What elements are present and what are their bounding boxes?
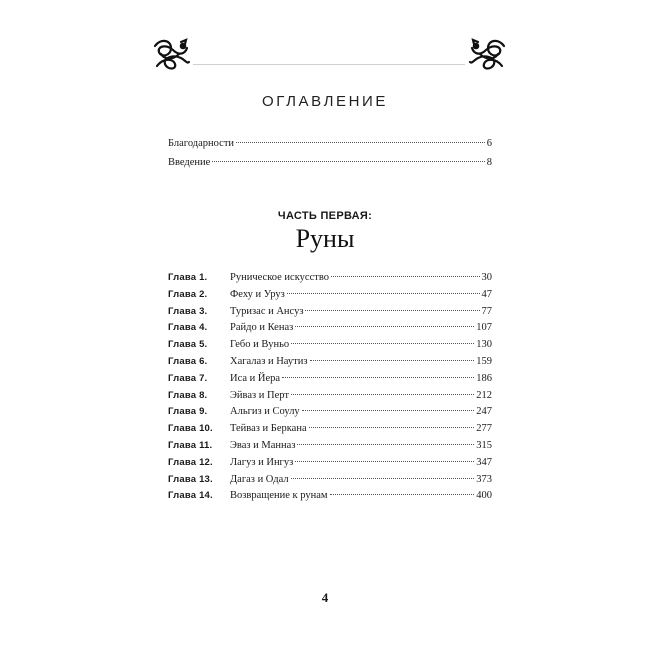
entry-title: Введение [168,157,211,168]
chapter-page: 130 [476,339,492,351]
dot-leader [297,444,474,445]
dot-leader [291,343,474,344]
toc-entry-chapter-2[interactable] [168,289,492,306]
chapter-title: Лагуз и Ингуз [230,456,294,468]
chapter-page: 186 [476,372,492,384]
toc-entry-chapter-3[interactable] [168,306,492,323]
header-divider [193,64,465,65]
chapter-number: Глава 9. [168,406,208,418]
chapter-page: 400 [476,490,492,502]
dot-leader [330,494,475,495]
toc-entry-chapter-9[interactable] [168,406,492,423]
chapter-page: 159 [476,355,492,367]
toc-entry-introduction[interactable] [168,157,492,176]
toc-entry-chapter-12[interactable] [168,457,492,474]
dot-leader [291,478,475,479]
toc-entry-chapter-13[interactable] [168,474,492,491]
chapter-number: Глава 11. [168,439,213,451]
chapter-title: Руническое искусство [230,272,329,283]
chapter-title: Эйваз и Перт [230,389,289,401]
chapter-number: Глава 1. [168,272,208,283]
part-title: Руны [295,224,355,253]
chapter-page: 315 [476,439,492,451]
chapter-page: 247 [476,406,492,418]
dot-leader [295,326,474,327]
chapter-page: 47 [481,288,492,300]
toc-entry-chapter-14[interactable] [168,490,492,507]
chapter-number: Глава 7. [168,372,208,384]
chapter-title: Гебо и Вуньо [230,339,290,351]
dot-leader [212,161,484,162]
front-matter-list [168,138,492,176]
chapter-title: Райдо и Кеназ [230,322,294,334]
dot-leader [291,394,474,395]
chapter-title: Иса и Йера [230,372,281,384]
chapter-page: 30 [481,272,492,283]
chapter-page: 277 [476,423,492,435]
toc-entry-chapter-7[interactable] [168,373,492,390]
dot-leader [282,377,474,378]
entry-page: 6 [486,138,492,149]
toc-entry-chapter-4[interactable] [168,322,492,339]
toc-entry-chapter-5[interactable] [168,339,492,356]
chapter-title: Туризас и Ансуз [230,305,304,317]
toc-title: ОГЛАВЛЕНИЕ [261,93,389,110]
chapter-list [168,272,492,507]
chapter-number: Глава 2. [168,288,208,300]
chapter-number: Глава 10. [168,423,213,435]
dot-leader [310,360,475,361]
dot-leader [236,142,485,143]
toc-entry-chapter-8[interactable] [168,390,492,407]
dot-leader [302,410,475,411]
entry-title: Благодарности [168,138,235,149]
chapter-page: 77 [481,305,492,317]
chapter-page: 212 [476,389,492,401]
toc-entry-chapter-11[interactable] [168,440,492,457]
chapter-page: 107 [476,322,492,334]
chapter-page: 373 [476,473,492,485]
chapter-number: Глава 14. [168,490,213,502]
chapter-title: Хагалаз и Наутиз [230,355,308,367]
chapter-number: Глава 5. [168,339,208,351]
celtic-knot-left-icon [151,36,191,72]
dot-leader [331,276,480,277]
page-number: 4 [321,590,329,605]
chapter-title: Альгиз и Соулу [230,406,300,418]
chapter-number: Глава 6. [168,355,208,367]
dot-leader [287,293,480,294]
chapter-number: Глава 3. [168,305,208,317]
chapter-number: Глава 13. [168,473,213,485]
part-label: ЧАСТЬ ПЕРВАЯ: [277,210,373,222]
chapter-number: Глава 4. [168,322,208,334]
toc-entry-chapter-10[interactable] [168,423,492,440]
chapter-title: Феху и Уруз [230,288,285,300]
chapter-title: Эваз и Манназ [230,439,296,451]
chapter-title: Тейваз и Беркана [230,423,307,435]
chapter-page: 347 [476,456,492,468]
chapter-number: Глава 12. [168,456,213,468]
dot-leader [295,461,474,462]
toc-entry-chapter-6[interactable] [168,356,492,373]
entry-page: 8 [486,157,492,168]
chapter-title: Возвращение к рунам [230,490,328,502]
chapter-title: Дагаз и Одал [230,473,289,485]
dot-leader [305,310,479,311]
chapter-number: Глава 8. [168,389,208,401]
toc-entry-chapter-1[interactable] [168,272,492,289]
toc-entry-acknowledgements[interactable] [168,138,492,157]
dot-leader [309,427,475,428]
celtic-knot-right-icon [468,36,508,72]
